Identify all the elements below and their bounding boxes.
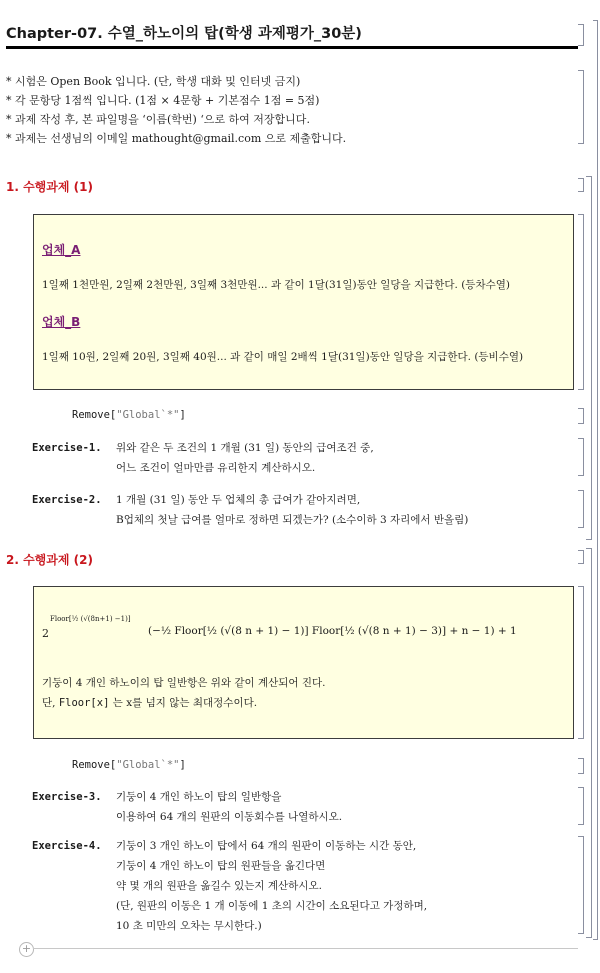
group-bracket[interactable]	[586, 176, 592, 540]
task-box-2[interactable]	[33, 586, 574, 739]
exercise-line: 이용하여 64 개의 원판의 이동회수를 나열하시오.	[116, 811, 343, 823]
remove-global-input[interactable]	[72, 409, 186, 421]
cell-bracket[interactable]	[578, 24, 584, 46]
company-a-title: 업체_A	[42, 243, 81, 257]
company-b-text: 1일째 10원, 2일째 20원, 3일째 40원... 과 같이 매일 2배씩 1달(31일)동안 일당을 지급한다. (등비수열)	[42, 351, 524, 363]
formula-base: 2	[42, 627, 49, 640]
code-close: ]	[179, 759, 186, 771]
formula-body: (−½ Floor[½ (√(8 n + 1) − 1)] Floor[½ (√(8 n + 1) − 3)] + n − 1) + 1	[148, 625, 517, 637]
hanoi-formula	[42, 613, 572, 653]
cell-bracket[interactable]	[578, 490, 584, 528]
exercise-label: Exercise-1.	[32, 442, 102, 454]
cell-bracket[interactable]	[578, 438, 584, 476]
exercise-2[interactable]	[32, 490, 468, 530]
code-string: "Global`*"	[116, 759, 180, 771]
exercise-line: B업체의 첫날 급여를 얼마로 정하면 되겠는가? (소수이하 3 자리에서 반올림)	[116, 514, 469, 526]
exercise-label: Exercise-4.	[32, 840, 102, 852]
cell-bracket[interactable]	[578, 178, 584, 192]
exercise-line: 기둥이 4 개인 하노이 탑의 일반항을	[116, 791, 282, 803]
cell-bracket[interactable]	[578, 586, 584, 739]
exercise-1[interactable]	[32, 438, 374, 478]
add-cell-icon[interactable]: +	[19, 942, 34, 957]
cell-bracket[interactable]	[578, 836, 584, 934]
cell-bracket[interactable]	[578, 787, 584, 825]
exercise-line: 기둥이 4 개인 하노이 탑의 원판들을 옮긴다면	[116, 860, 326, 872]
exercise-line: 1 개월 (31 일) 동안 두 업체의 총 급여가 같아지려면,	[116, 494, 361, 506]
section-heading-2: 2. 수행과제 (2)	[6, 553, 93, 567]
task-box-1[interactable]	[33, 214, 574, 390]
cell-insertion-line[interactable]	[33, 948, 578, 949]
exercise-line: 기둥이 3 개인 하노이 탑에서 64 개의 원판이 이동하는 시간 동안,	[116, 840, 417, 852]
group-bracket[interactable]	[593, 20, 598, 940]
note-line: * 과제 작성 후, 본 파일명을 ‘이름(학번) ‘으로 하여 저장합니다.	[6, 113, 310, 126]
exercise-line: 10 초 미만의 오차는 무시한다.)	[116, 920, 262, 932]
page-title: Chapter-07. 수열_하노이의 탑(학생 과제평가_30분)	[6, 22, 578, 49]
company-b-title: 업체_B	[42, 315, 81, 329]
cell-bracket[interactable]	[578, 550, 584, 564]
exercise-line: (단, 원판의 이동은 1 개 이동에 1 초의 시간이 소요된다고 가정하며,	[116, 900, 428, 912]
instructions	[6, 72, 566, 148]
cell-bracket[interactable]	[578, 70, 584, 144]
note-line: * 과제는 선생님의 이메일 mathought@gmail.com 으로 제출합니다.	[6, 132, 347, 145]
exercise-label: Exercise-2.	[32, 494, 102, 506]
code-string: "Global`*"	[116, 409, 180, 421]
exercise-line: 약 몇 개의 원판을 옮길수 있는지 계산하시오.	[116, 880, 322, 892]
remove-global-input-2[interactable]	[72, 759, 186, 771]
exercise-line: 어느 조건이 얼마만큼 유리한지 계산하시오.	[116, 462, 316, 474]
formula-note-2: 단, Floor[x] 는 x를 넘지 않는 최대정수이다.	[42, 697, 258, 709]
code-fn: Remove[	[72, 409, 117, 421]
floor-code: Floor[x]	[58, 697, 110, 709]
exercise-label: Exercise-3.	[32, 791, 102, 803]
code-fn: Remove[	[72, 759, 117, 771]
note-line: * 시험은 Open Book 입니다. (단, 학생 대화 및 인터넷 금지)	[6, 75, 301, 88]
code-close: ]	[179, 409, 186, 421]
cell-bracket[interactable]	[578, 214, 584, 390]
note-line: * 각 문항당 1점씩 입니다. (1점 × 4문항 + 기본점수 1점 = 5점)	[6, 94, 320, 107]
group-bracket[interactable]	[586, 548, 592, 938]
formula-note-1: 기둥이 4 개인 하노이의 탑 일반항은 위와 같이 계산되어 진다.	[42, 677, 326, 689]
section-heading-1: 1. 수행과제 (1)	[6, 180, 93, 194]
exercise-line: 위와 같은 두 조건의 1 개월 (31 일) 동안의 급여조건 중,	[116, 442, 374, 454]
company-a-text: 1일째 1천만원, 2일째 2천만원, 3일째 3천만원... 과 같이 1달(31일)동안 일당을 지급한다. (등차수열)	[42, 279, 510, 291]
formula-exponent: Floor[½ (√(8n+1) −1)]	[50, 615, 131, 623]
exercise-4[interactable]	[32, 836, 427, 936]
exercise-3[interactable]	[32, 787, 342, 827]
cell-bracket[interactable]	[578, 758, 584, 774]
cell-bracket[interactable]	[578, 408, 584, 424]
